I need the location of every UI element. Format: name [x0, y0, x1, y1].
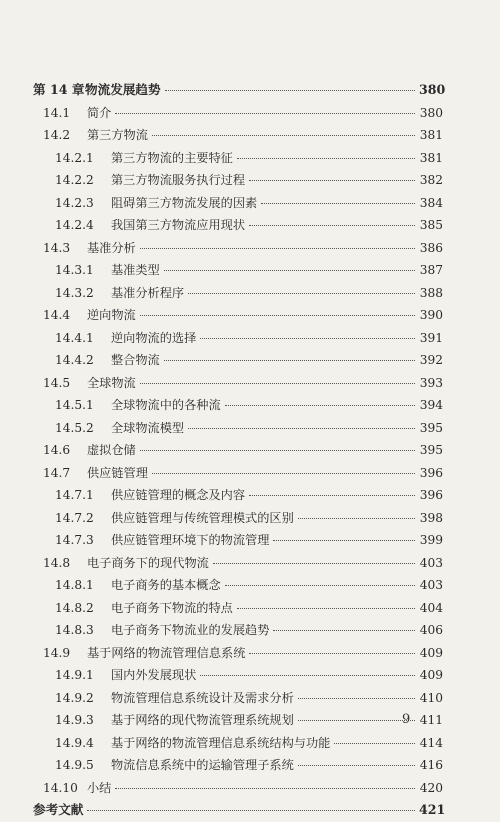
toc-entry-title: 基准类型: [111, 263, 160, 277]
toc-entry-number: 第 14 章: [33, 82, 85, 97]
toc-entry: [33, 754, 443, 777]
toc-entry-title: 第三方物流服务执行过程: [111, 173, 246, 187]
toc-entry: [33, 732, 443, 755]
toc-entry-title: 供应链管理: [87, 465, 148, 480]
toc-entry: [33, 259, 443, 282]
toc-entry-title: 全球物流中的各种流: [111, 398, 221, 412]
toc-entry-title: 基于网络的物流管理信息系统结构与功能: [111, 735, 331, 750]
dot-leader: [140, 248, 415, 249]
toc-entry-number: 14.5.1: [55, 398, 94, 412]
toc-entry-page: 390: [419, 308, 443, 322]
toc-entry: [33, 79, 446, 102]
toc-entry-number: 14.8.2: [55, 600, 94, 615]
toc-entry-number: 14.7.1: [55, 488, 94, 502]
dot-leader: [213, 563, 415, 564]
toc-entry-title: 虚拟仓储: [87, 443, 136, 457]
toc-entry-page: 386: [419, 240, 443, 255]
toc-entry: [33, 552, 443, 575]
toc-entry-number: 14.8: [43, 555, 71, 570]
toc-entry: [33, 214, 443, 237]
toc-entry: [33, 574, 443, 597]
toc-entry: [33, 664, 443, 687]
page-number: 9: [402, 712, 411, 727]
toc-entry-title: 整合物流: [111, 353, 160, 367]
toc-entry-number: 14.9.5: [55, 758, 94, 772]
toc-entry: [33, 507, 443, 530]
toc-entry-page: 392: [419, 353, 443, 367]
toc-entry-page: 380: [419, 105, 443, 120]
toc-entry-number: 14.5: [43, 375, 71, 390]
toc-entry-title: 电子商务的基本概念: [111, 578, 221, 592]
toc-entry: [33, 529, 443, 552]
toc-entry-title: 阻碍第三方物流发展的因素: [111, 195, 258, 210]
toc-entry-title: 供应链管理环境下的物流管理: [111, 533, 270, 547]
toc-entry-title: 电子商务下物流的特点: [111, 600, 233, 615]
toc-entry-title: 供应链管理的概念及内容: [111, 488, 246, 502]
toc-entry-number: 14.7.3: [55, 533, 94, 547]
table-of-contents: [33, 79, 446, 822]
dot-leader: [273, 540, 415, 541]
dot-leader: [188, 293, 415, 294]
toc-entry-number: 14.2.3: [55, 195, 94, 210]
toc-entry-number: 14.8.1: [55, 578, 94, 592]
toc-entry: [33, 597, 443, 620]
toc-entry-title: 基于网络的现代物流管理系统规划: [111, 713, 294, 727]
toc-entry-number: 14.2.4: [55, 218, 94, 232]
dot-leader: [115, 113, 415, 114]
toc-entry-title: 物流信息系统中的运输管理子系统: [111, 758, 294, 772]
toc-entry-number: 14.8.3: [55, 623, 94, 637]
toc-entry-number: 14.5.2: [55, 420, 94, 435]
toc-entry: [33, 102, 443, 125]
toc-entry-number: 14.7.2: [55, 510, 94, 525]
toc-entry-title: 基准分析: [87, 240, 136, 255]
toc-entry-number: 14.3.1: [55, 263, 94, 277]
toc-entry-page: 393: [419, 375, 443, 390]
toc-entry-page: 411: [419, 713, 443, 727]
toc-entry-number: 14.9: [43, 645, 71, 660]
toc-entry: [33, 327, 443, 350]
toc-entry: [33, 799, 446, 822]
toc-entry-number: 14.4.1: [55, 330, 94, 345]
toc-entry-page: 399: [419, 533, 443, 547]
toc-entry-page: 403: [419, 578, 443, 592]
toc-entry: [33, 709, 443, 732]
dot-leader: [140, 383, 415, 384]
toc-entry-page: 382: [419, 173, 443, 187]
toc-entry-number: 14.9.3: [55, 713, 94, 727]
dot-leader: [298, 720, 415, 721]
toc-entry: [33, 484, 443, 507]
dot-leader: [261, 203, 415, 204]
toc-entry-page: 385: [419, 218, 443, 232]
toc-entry-number: 14.3.2: [55, 285, 94, 300]
toc-entry-title: 电子商务下的现代物流: [87, 555, 209, 570]
dot-leader: [200, 338, 415, 339]
toc-entry-number: 14.9.4: [55, 735, 94, 750]
toc-entry-page: 398: [419, 510, 443, 525]
toc-entry-title: 电子商务下物流业的发展趋势: [111, 623, 270, 637]
toc-entry-page: 387: [419, 263, 443, 277]
dot-leader: [200, 675, 415, 676]
toc-entry-number: 14.9.2: [55, 690, 94, 705]
dot-leader: [188, 428, 415, 429]
toc-entry-page: 395: [419, 420, 443, 435]
dot-leader: [87, 810, 415, 811]
toc-entry-number: 14.2: [43, 128, 71, 142]
toc-entry-number: 14.3: [43, 240, 71, 255]
dot-leader: [298, 765, 415, 766]
toc-entry-page: 395: [419, 443, 443, 457]
toc-entry-page: 391: [419, 330, 443, 345]
dot-leader: [225, 405, 415, 406]
toc-entry: [33, 687, 443, 710]
dot-leader: [152, 473, 415, 474]
toc-entry-title: 全球物流: [87, 375, 136, 390]
toc-entry-number: 14.1: [43, 105, 71, 120]
toc-entry-page: 409: [419, 668, 443, 682]
dot-leader: [334, 743, 415, 744]
toc-entry: [33, 124, 443, 147]
toc-entry-page: 414: [419, 735, 443, 750]
toc-entry: [33, 642, 443, 665]
dot-leader: [140, 315, 415, 316]
toc-entry: [33, 372, 443, 395]
dot-leader: [140, 450, 415, 451]
toc-entry-title: 国内外发展现状: [111, 668, 197, 682]
toc-entry: [33, 304, 443, 327]
toc-entry-title: 物流管理信息系统设计及需求分析: [111, 690, 294, 705]
dot-leader: [273, 630, 415, 631]
toc-entry-title: 逆向物流: [87, 308, 136, 322]
toc-entry-title: 逆向物流的选择: [111, 330, 197, 345]
dot-leader: [115, 788, 415, 789]
toc-entry-page: 409: [419, 645, 443, 660]
toc-entry-number: 14.7: [43, 465, 71, 480]
dot-leader: [237, 158, 415, 159]
dot-leader: [237, 608, 415, 609]
toc-entry-title: 我国第三方物流应用现状: [111, 218, 246, 232]
toc-entry-title: 第三方物流的主要特征: [111, 150, 233, 165]
toc-entry: [33, 439, 443, 462]
toc-entry: [33, 237, 443, 260]
toc-entry-page: 416: [419, 758, 443, 772]
toc-entry-number: 14.4.2: [55, 353, 94, 367]
toc-entry-title: 全球物流模型: [111, 420, 185, 435]
toc-entry-number: 14.2.2: [55, 173, 94, 187]
dot-leader: [164, 270, 415, 271]
dot-leader: [249, 653, 415, 654]
toc-entry: [33, 777, 443, 800]
toc-entry-title: 第三方物流: [87, 128, 148, 142]
dot-leader: [249, 495, 415, 496]
toc-entry-title: 小结: [87, 780, 112, 795]
dot-leader: [298, 698, 415, 699]
toc-entry-page: 404: [419, 600, 443, 615]
toc-entry-title: 供应链管理与传统管理模式的区别: [111, 510, 294, 525]
toc-entry: [33, 619, 443, 642]
toc-entry: [33, 169, 443, 192]
dot-leader: [249, 180, 415, 181]
toc-entry-page: 388: [419, 285, 443, 300]
toc-entry: [33, 282, 443, 305]
toc-entry-number: 14.2.1: [55, 150, 94, 165]
dot-leader: [249, 225, 415, 226]
toc-entry-page: 403: [419, 555, 443, 570]
toc-entry-number: 14.10: [43, 780, 78, 795]
toc-entry-title: 参考文献: [33, 802, 84, 817]
dot-leader: [298, 518, 415, 519]
toc-entry-title: 物流发展趋势: [85, 82, 161, 97]
toc-entry: [33, 349, 443, 372]
dot-leader: [225, 585, 415, 586]
toc-entry-page: 394: [419, 398, 443, 412]
dot-leader: [152, 135, 415, 136]
toc-entry-page: 396: [419, 488, 443, 502]
toc-entry: [33, 147, 443, 170]
toc-entry-number: 14.4: [43, 308, 71, 322]
toc-entry: [33, 394, 443, 417]
toc-entry-title: 基准分析程序: [111, 285, 185, 300]
toc-entry-page: 421: [419, 802, 446, 817]
toc-entry: [33, 462, 443, 485]
toc-entry: [33, 417, 443, 440]
toc-entry-page: 384: [419, 195, 443, 210]
toc-entry-page: 420: [419, 780, 443, 795]
toc-entry-number: 14.9.1: [55, 668, 94, 682]
toc-entry-page: 381: [419, 128, 443, 142]
toc-entry-page: 410: [419, 690, 443, 705]
toc-entry: [33, 192, 443, 215]
toc-entry-page: 381: [419, 150, 443, 165]
toc-entry-title: 基于网络的物流管理信息系统: [87, 645, 246, 660]
dot-leader: [164, 360, 415, 361]
toc-entry-title: 简介: [87, 105, 112, 120]
toc-entry-page: 380: [419, 82, 446, 97]
toc-entry-number: 14.6: [43, 443, 71, 457]
dot-leader: [165, 90, 415, 91]
toc-entry-page: 406: [419, 623, 443, 637]
toc-entry-page: 396: [419, 465, 443, 480]
